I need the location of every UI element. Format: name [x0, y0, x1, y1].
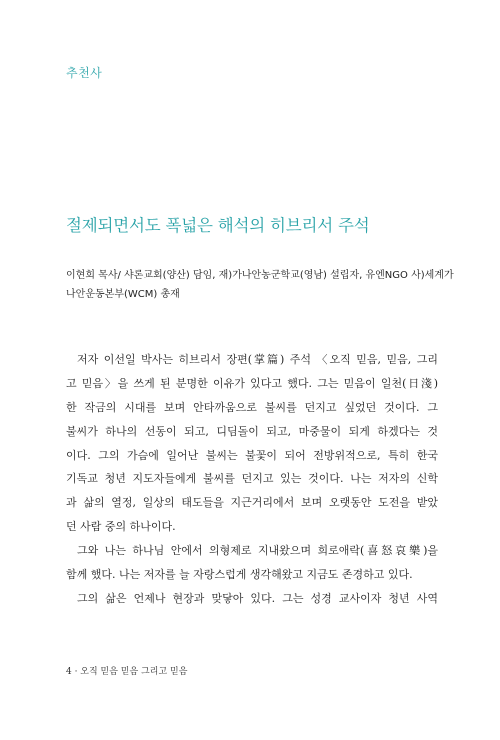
body-line: 과 삶의 열정, 일상의 태도들을 지근거리에서 보며 오랫동안 도전을 받았	[66, 496, 438, 510]
body-line: 고 믿음〉을 쓰게 된 분명한 이유가 있다고 했다. 그는 믿음이 일천(日淺)	[66, 376, 438, 390]
body-line: 한 작금의 시대를 보며 안타까움으로 불씨를 던지고 싶었던 것이다. 그	[66, 400, 438, 414]
author-line: 이현희 목사/ 샤론교회(양산) 담임, 재)가나안농군학교(영남) 설립자, 유엔NGO 사)세계가	[66, 270, 454, 281]
body-line: 함께 했다. 나는 저자를 늘 자랑스럽게 생각해왔고 지금도 존경하고 있다.	[66, 568, 413, 582]
body-line: 던 사람 중의 하나이다.	[66, 520, 176, 534]
body-text	[66, 348, 438, 611]
body-line: 불씨가 하나의 선동이 되고, 디딤돌이 되고, 마중물이 되게 하겠다는 것	[66, 424, 438, 438]
body-line: 그와 나는 하나님 안에서 의형제로 지내왔으며 희로애락(喜怒哀樂)을	[77, 544, 438, 558]
body-line: 저자 이선일 박사는 히브리서 장편(掌篇) 주석 〈오직 믿음, 믿음, 그리	[77, 353, 438, 366]
page-footer: 4 · 오직 믿음 믿음 그리고 믿음	[66, 667, 188, 677]
page-title: 절제되면서도 폭넓은 해석의 히브리서 주석	[66, 216, 370, 235]
body-line: 기독교 청년 지도자들에게 불씨를 던지고 있는 것이다. 나는 저자의 신학	[66, 472, 438, 486]
body-line: 이다. 그의 가슴에 일어난 불씨는 불꽃이 되어 전방위적으로, 특히 한국	[66, 448, 438, 462]
section-label: 추천사	[66, 66, 103, 80]
body-line: 그의 삶은 언제나 현장과 맞닿아 있다. 그는 성경 교사이자 청년 사역	[77, 591, 438, 605]
author-line: 나안운동본부(WCM) 총재	[66, 289, 180, 300]
author-credit	[66, 266, 454, 304]
